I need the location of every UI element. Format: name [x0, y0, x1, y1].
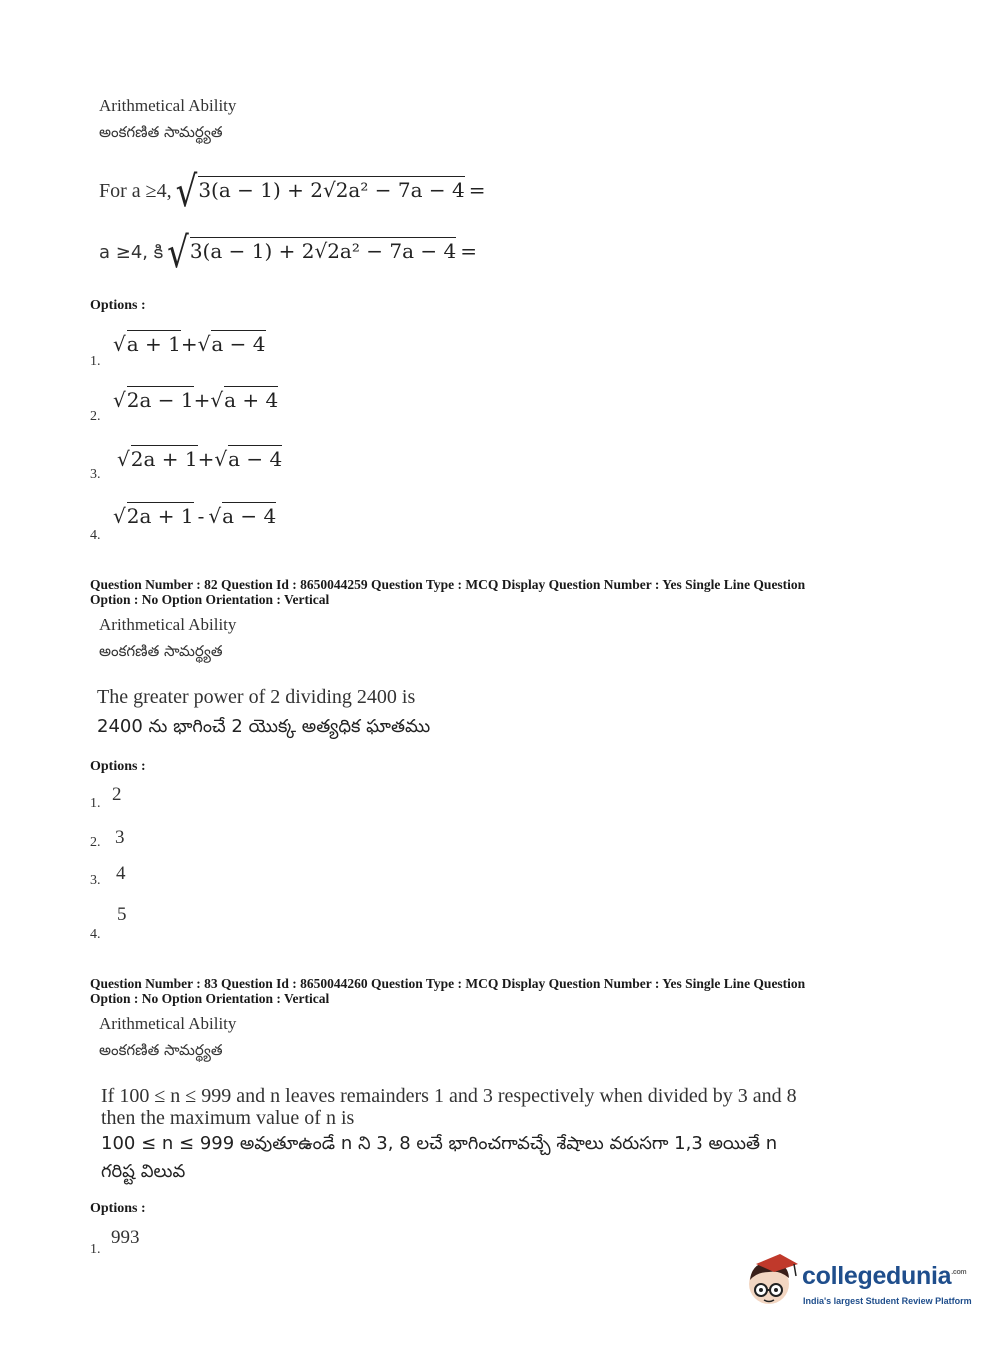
question-text-te-line2: గరిష్ట విలువ [101, 1161, 186, 1182]
collegedunia-logo [742, 1250, 972, 1314]
question-text-te: 2400 ను భాగించే 2 యొక్క అత్యధిక ఘాతము [97, 716, 431, 737]
question-prefix-en: For a ≥4, [99, 180, 172, 202]
equals-sign: = [460, 239, 477, 263]
option-number: 3. [90, 873, 101, 888]
radicand-a: 2a + 1 [130, 447, 198, 471]
radical-sign: √ [175, 167, 198, 217]
radical-sign: √ [167, 228, 189, 278]
brand-suffix: .com [951, 1269, 967, 1276]
option-value: 5 [117, 904, 127, 925]
option-number: 2. [90, 409, 101, 424]
root-symbol: √ [113, 504, 126, 528]
question-text-te-line1: 100 ≤ n ≤ 999 అవుతూఉండే n ని 3, 8 లచే భాగించగావచ్చే శేషాలు వరుసగా 1,3 అయితే n [101, 1133, 778, 1154]
subject-label-te: అంకగణిత సామర్థ్యత [99, 642, 223, 660]
radicand-b: a − 4 [228, 447, 283, 471]
root-symbol: √ [113, 388, 126, 412]
option-value: 993 [111, 1227, 140, 1248]
operator: + [197, 447, 215, 471]
root-symbol: √ [113, 332, 126, 356]
brand-name [802, 1262, 966, 1291]
radicand: 3(a − 1) + 2√2a² − 7a − 4 [189, 239, 457, 263]
radicand-b: a − 4 [222, 504, 277, 528]
option-number: 4. [90, 927, 101, 942]
question-meta-line2: Option : No Option Orientation : Vertical [90, 991, 330, 1006]
question-meta-line1: Question Number : 83 Question Id : 8650044260 Question Type : MCQ Display Question Number : Yes Single Line Question [90, 976, 806, 991]
option-number: 2. [90, 835, 101, 850]
root-symbol: √ [197, 332, 211, 356]
option-number: 1. [90, 354, 101, 369]
option-value: 4 [116, 863, 126, 884]
question-expression-en [99, 167, 486, 217]
options-label: Options : [90, 759, 146, 774]
options-label: Options : [90, 298, 146, 313]
question-prefix-te: a ≥4, కి [99, 242, 164, 263]
brand-name-text: collegedunia [802, 1262, 952, 1290]
subject-label-te: అంకగణిత సామర్థ్యత [99, 123, 223, 141]
root-symbol: √ [214, 447, 228, 471]
operator: + [180, 332, 198, 356]
option-expression [113, 502, 276, 528]
brand-tagline: India's largest Student Review Platform [803, 1296, 972, 1306]
radicand-b: a − 4 [211, 332, 266, 356]
question-text-en-line2: then the maximum value of n is [101, 1107, 355, 1129]
question-text-en-line1: If 100 ≤ n ≤ 999 and n leaves remainders 1 and 3 respectively when divided by 3 and 8 [101, 1085, 797, 1107]
question-expression-te [99, 228, 477, 278]
option-value: 2 [112, 784, 122, 805]
radicand-b: a + 4 [224, 388, 279, 412]
root-symbol: √ [208, 504, 222, 528]
question-meta [90, 976, 805, 1006]
radicand: 3(a − 1) + 2√2a² − 7a − 4 [198, 178, 465, 202]
question-meta-line1: Question Number : 82 Question Id : 8650044259 Question Type : MCQ Display Question Number : Yes Single Line Question [90, 577, 806, 592]
equals-sign: = [468, 178, 486, 202]
question-meta [90, 577, 805, 607]
mascot-icon [742, 1250, 800, 1310]
subject-label-en: Arithmetical Ability [99, 1014, 237, 1033]
radicand-a: a + 1 [126, 332, 181, 356]
subject-label-te: అంకగణిత సామర్థ్యత [99, 1041, 223, 1059]
question-text-en: The greater power of 2 dividing 2400 is [97, 686, 416, 708]
root-symbol: √ [117, 447, 130, 471]
root-symbol: √ [210, 388, 224, 412]
option-number: 4. [90, 528, 101, 543]
option-expression [113, 386, 278, 412]
options-label: Options : [90, 1201, 146, 1216]
option-expression [117, 445, 282, 471]
operator: - [197, 504, 205, 528]
operator: + [193, 388, 211, 412]
option-value: 3 [115, 827, 125, 848]
radicand-a: 2a + 1 [126, 504, 194, 528]
radicand-a: 2a − 1 [126, 388, 194, 412]
option-expression [113, 330, 266, 356]
option-number: 3. [90, 467, 101, 482]
option-number: 1. [90, 796, 101, 811]
subject-label-en: Arithmetical Ability [99, 96, 237, 115]
question-meta-line2: Option : No Option Orientation : Vertical [90, 592, 330, 607]
option-number: 1. [90, 1242, 101, 1257]
subject-label-en: Arithmetical Ability [99, 615, 237, 634]
